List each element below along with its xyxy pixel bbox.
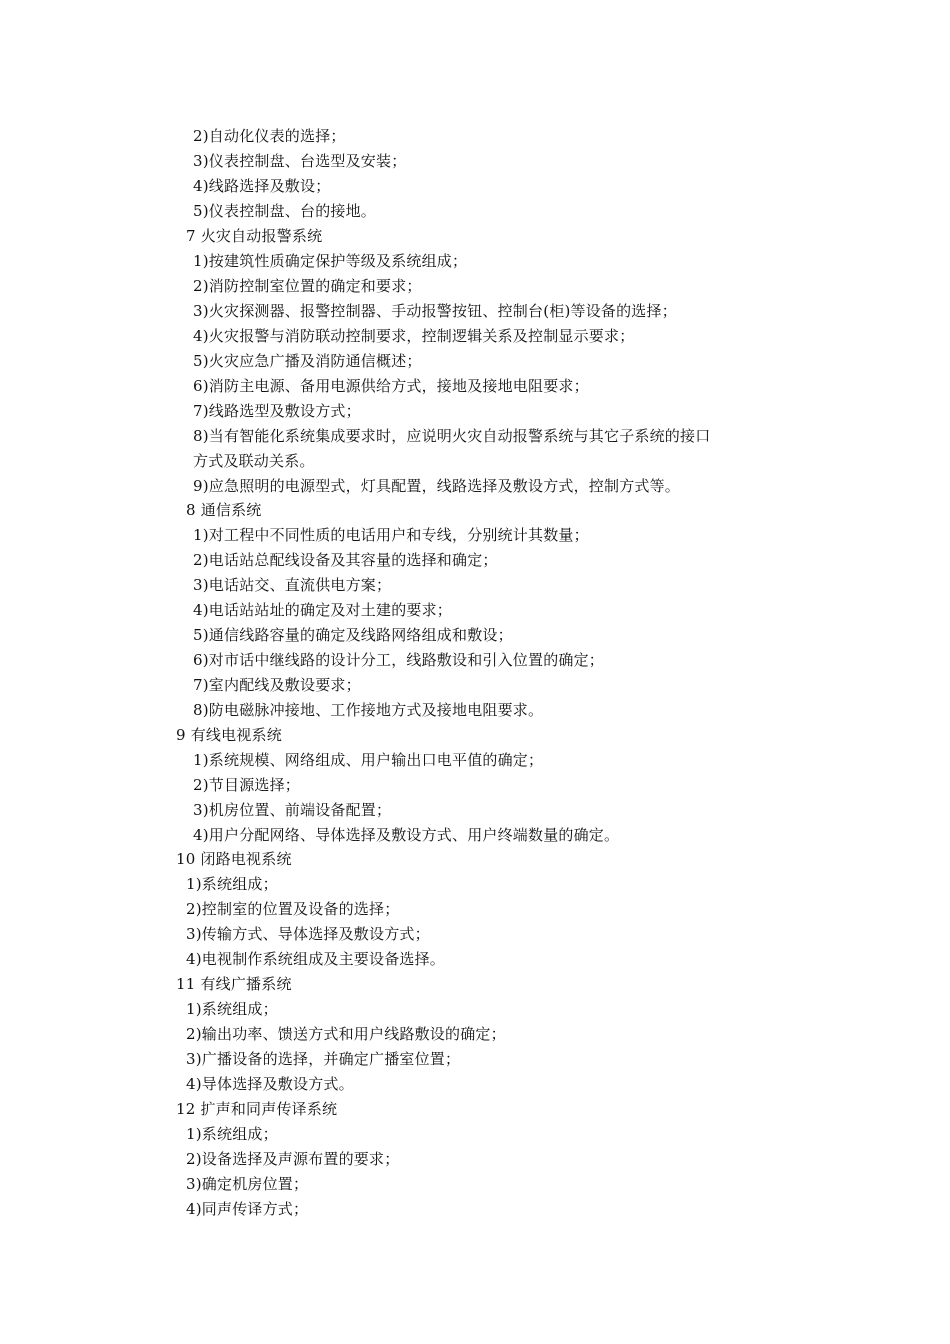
list-item: 3)确定机房位置；: [186, 1175, 309, 1193]
list-item: 1)系统组成；: [186, 1125, 278, 1143]
list-item: 3)电话站交、直流供电方案；: [193, 576, 392, 594]
list-item: 3)传输方式、导体选择及敷设方式；: [186, 925, 430, 943]
list-item: 4)电话站站址的确定及对土建的要求；: [193, 601, 452, 619]
list-item: 3)机房位置、前端设备配置；: [193, 801, 392, 819]
list-item: 1)按建筑性质确定保护等级及系统组成；: [193, 252, 468, 270]
list-item: 4)线路选择及敷设；: [193, 177, 331, 195]
section-heading: 12 扩声和同声传译系统: [176, 1100, 338, 1118]
list-item-continuation: 方式及联动关系。: [193, 452, 315, 470]
list-item: 3)广播设备的选择，并确定广播室位置；: [186, 1050, 461, 1068]
list-item: 2)设备选择及声源布置的要求；: [186, 1150, 400, 1168]
list-item: 1)系统规模、网络组成、用户输出口电平值的确定；: [193, 751, 544, 769]
section-heading: 7 火灾自动报警系统: [186, 227, 323, 245]
list-item: 4)用户分配网络、导体选择及敷设方式、用户终端数量的确定。: [193, 826, 620, 844]
list-item: 1)系统组成；: [186, 1000, 278, 1018]
list-item: 4)同声传译方式；: [186, 1200, 309, 1218]
list-item: 2)电话站总配线设备及其容量的选择和确定；: [193, 551, 498, 569]
list-item: 2)输出功率、馈送方式和用户线路敷设的确定；: [186, 1025, 506, 1043]
list-item: 4)电视制作系统组成及主要设备选择。: [186, 950, 445, 968]
list-item: 5)仪表控制盘、台的接地。: [193, 202, 376, 220]
list-item: 6)消防主电源、备用电源供给方式，接地及接地电阻要求；: [193, 377, 589, 395]
list-item: 8)当有智能化系统集成要求时，应说明火灾自动报警系统与其它子系统的接口: [193, 427, 711, 445]
list-item: 9)应急照明的电源型式，灯具配置，线路选择及敷设方式，控制方式等。: [193, 477, 680, 495]
list-item: 4)火灾报警与消防联动控制要求，控制逻辑关系及控制显示要求；: [193, 327, 635, 345]
list-item: 4)导体选择及敷设方式。: [186, 1075, 354, 1093]
list-item: 3)火灾探测器、报警控制器、手动报警按钮、控制台(柜)等设备的选择；: [193, 302, 677, 320]
section-heading: 11 有线广播系统: [176, 975, 292, 993]
section-heading: 9 有线电视系统: [176, 726, 282, 744]
list-item: 5)火灾应急广播及消防通信概述；: [193, 352, 422, 370]
list-item: 2)自动化仪表的选择；: [193, 127, 346, 145]
list-item: 2)消防控制室位置的确定和要求；: [193, 277, 422, 295]
section-heading: 8 通信系统: [186, 501, 262, 519]
list-item: 2)控制室的位置及设备的选择；: [186, 900, 400, 918]
list-item: 3)仪表控制盘、台选型及安装；: [193, 152, 407, 170]
list-item: 8)防电磁脉冲接地、工作接地方式及接地电阻要求。: [193, 701, 544, 719]
list-item: 6)对市话中继线路的设计分工，线路敷设和引入位置的确定；: [193, 651, 604, 669]
list-item: 5)通信线路容量的确定及线路网络组成和敷设；: [193, 626, 513, 644]
list-item: 7)室内配线及敷设要求；: [193, 676, 361, 694]
list-item: 1)对工程中不同性质的电话用户和专线，分别统计其数量；: [193, 526, 589, 544]
list-item: 2)节目源选择；: [193, 776, 300, 794]
list-item: 7)线路选型及敷设方式；: [193, 402, 361, 420]
section-heading: 10 闭路电视系统: [176, 850, 292, 868]
list-item: 1)系统组成；: [186, 875, 278, 893]
